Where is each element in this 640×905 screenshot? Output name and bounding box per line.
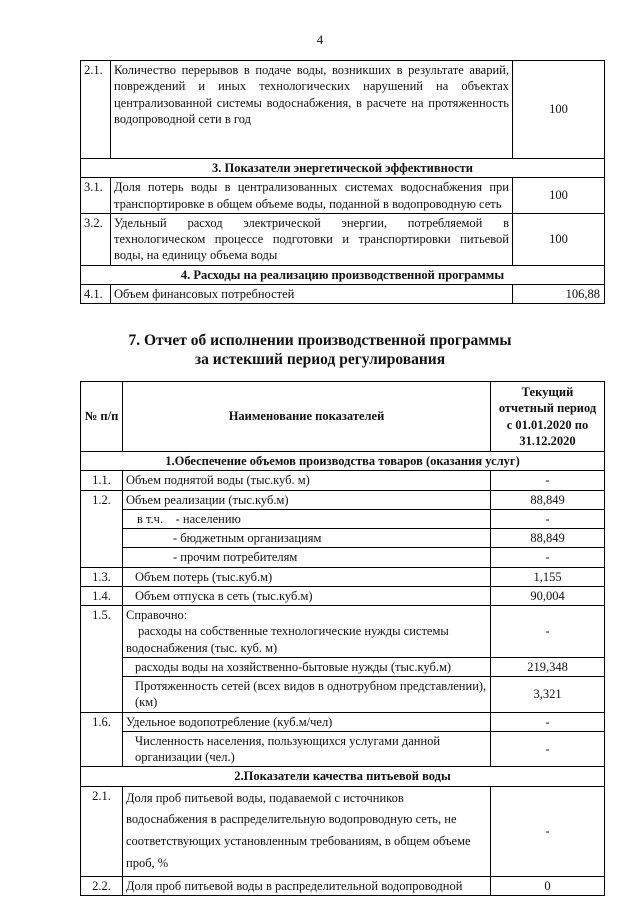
row-number: 4.1. (81, 284, 111, 303)
table-row (81, 509, 605, 528)
row-text: Объем финансовых потребностей (111, 284, 513, 303)
header-num: № п/п (81, 382, 123, 452)
table-row (81, 606, 605, 658)
row-text: Доля потерь воды в централизованных системах водоснабжения при транспортировке в общем объеме воды, поданной в водопроводную сеть (111, 178, 513, 214)
table-row (81, 213, 605, 265)
table-row (81, 712, 605, 731)
row-number: 3.2. (81, 213, 111, 265)
row-text: Удельное водопотребление (куб.м/чел) (123, 712, 491, 731)
section-title: 4. Расходы на реализацию производственной программы (81, 265, 605, 284)
header-period-line: 31.12.2020 (519, 433, 576, 448)
row-text: - прочим потребителям (123, 548, 491, 567)
table-row (81, 490, 605, 509)
row-number: 1.4. (81, 586, 123, 605)
row-number: 1.1. (81, 471, 123, 490)
header-period-line: отчетный период (498, 401, 597, 416)
row-text: Объем поднятой воды (тыс.куб. м) (123, 471, 491, 490)
section-heading-line2: за истекший период регулирования (194, 351, 446, 368)
row-value: 0 (491, 877, 605, 896)
row-text: Доля проб питьевой воды, подаваемой с источников водоснабжения в распределительную водопроводную сеть, не соответствующих установленным требованиям, в общем объеме проб, % (123, 786, 491, 877)
row-number: 1.2. (81, 490, 123, 567)
table-header-row (81, 382, 605, 452)
row-value: 100 (513, 178, 605, 214)
row-value: 88,849 (491, 529, 605, 548)
section-row (81, 767, 605, 786)
section-title: 1.Обеспечение объемов производства товаров (оказания услуг) (81, 452, 605, 471)
row-text: расходы воды на хозяйственно-бытовые нужды (тыс.куб.м) (123, 657, 491, 676)
section-row (81, 452, 605, 471)
row-text-line: расходы на собственные технологические нужды системы водоснабжения (тыс. куб. м) (126, 624, 449, 655)
row-number: 1.3. (81, 567, 123, 586)
table-row (81, 731, 605, 767)
table-row (81, 529, 605, 548)
table-row (81, 786, 605, 877)
table-row (81, 471, 605, 490)
row-text: Доля проб питьевой воды в распределительной водопроводной (123, 877, 491, 896)
row-value: - (491, 509, 605, 528)
row-text: - бюджетным организациям (123, 529, 491, 548)
section-heading (0, 331, 640, 369)
section-heading-line1: 7. Отчет об исполнении производственной программы (128, 332, 512, 349)
row-text (123, 606, 491, 658)
row-number: 2.1. (81, 786, 123, 877)
table-row (81, 677, 605, 713)
row-text: Объем отпуска в сеть (тыс.куб.м) (123, 586, 491, 605)
header-name: Наименование показателей (123, 382, 491, 452)
table-row (81, 178, 605, 214)
row-number: 1.6. (81, 712, 123, 767)
row-value: - (491, 471, 605, 490)
row-number: 3.1. (81, 178, 111, 214)
row-number: 2.1. (81, 61, 111, 159)
row-value: - (491, 548, 605, 567)
row-value: 100 (513, 61, 605, 159)
row-value: - (491, 606, 605, 658)
table-row (81, 877, 605, 896)
row-value: - (491, 712, 605, 731)
table-row (81, 548, 605, 567)
section-title: 3. Показатели энергетической эффективности (81, 159, 605, 178)
row-text-line: Справочно: (126, 608, 188, 622)
row-text: Количество перерывов в подаче воды, возникших в результате аварий, повреждений и иных технологических нарушений на объектах централизованной системы водоснабжения, в расчете на протяженность водопроводной сети в год (111, 61, 513, 159)
section-row (81, 265, 605, 284)
table-row (81, 567, 605, 586)
table-row (81, 586, 605, 605)
row-number: 1.5. (81, 606, 123, 713)
page-number: 4 (316, 32, 324, 47)
section-title: 2.Показатели качества питьевой воды (81, 767, 605, 786)
row-value: 1,155 (491, 567, 605, 586)
row-text: Удельный расход электрической энергии, потребляемой в технологическом процессе подготовки и транспортировки питьевой воды, на единицу объема воды (111, 213, 513, 265)
indicators-continuation-table (80, 60, 605, 304)
row-value: 3,321 (491, 677, 605, 713)
row-value: 219,348 (491, 657, 605, 676)
row-number: 2.2. (81, 877, 123, 896)
row-value: 106,88 (513, 284, 605, 303)
row-text: Объем потерь (тыс.куб.м) (123, 567, 491, 586)
row-value: - (491, 731, 605, 767)
row-value: 88,849 (491, 490, 605, 509)
table-row (81, 61, 605, 159)
report-table (80, 381, 605, 896)
row-text: Численность населения, пользующихся услугами данной организации (чел.) (123, 731, 491, 767)
row-text: Протяженность сетей (всех видов в однотрубном представлении), (км) (123, 677, 491, 713)
header-period (491, 382, 605, 452)
row-text: в т.ч. - населению (123, 509, 491, 528)
table-row (81, 284, 605, 303)
header-period-line: с 01.01.2020 по (506, 417, 589, 432)
row-value: - (491, 786, 605, 877)
table-row (81, 657, 605, 676)
row-text: Объем реализации (тыс.куб.м) (123, 490, 491, 509)
section-row (81, 159, 605, 178)
row-value: 100 (513, 213, 605, 265)
row-value: 90,004 (491, 586, 605, 605)
header-period-line: Текущий (521, 385, 574, 399)
